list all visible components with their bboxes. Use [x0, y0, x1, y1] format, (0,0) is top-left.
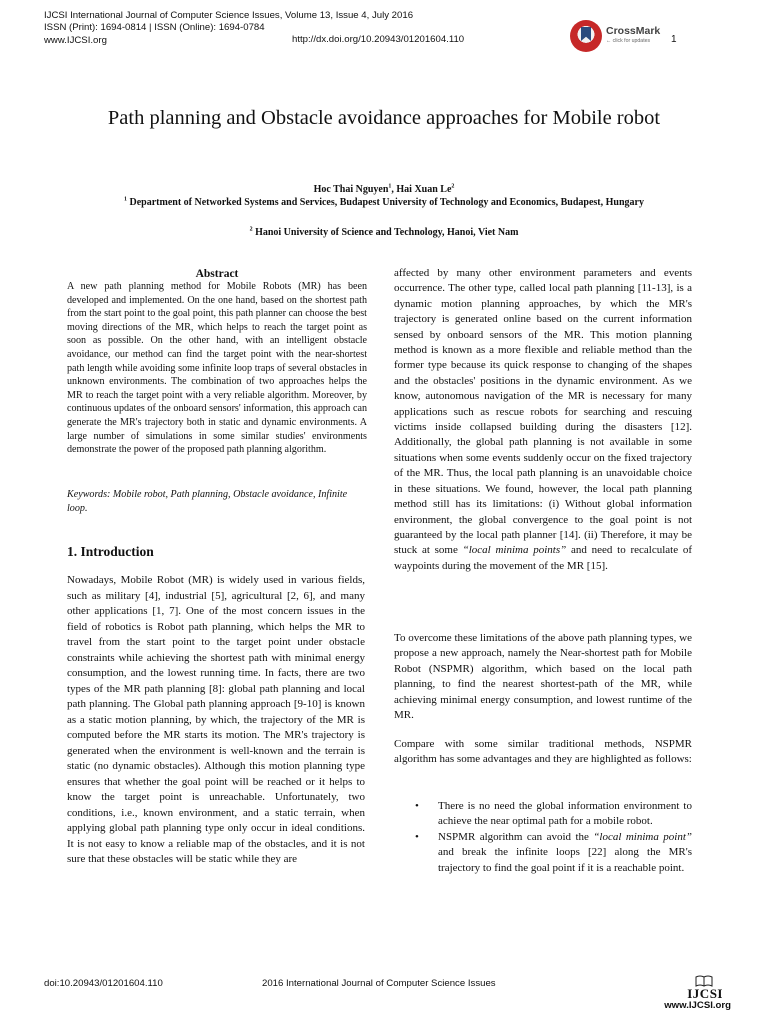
author-line	[0, 184, 768, 195]
journal-line: IJCSI International Journal of Computer Science Issues, Volume 13, Issue 4, July 2016	[44, 10, 414, 21]
footer-doi: doi:10.20943/01201604.110	[44, 978, 163, 989]
section-heading-introduction: 1. Introduction	[67, 544, 154, 559]
advantages-list	[412, 799, 692, 876]
list-item	[412, 799, 692, 830]
page-number: 1	[671, 34, 677, 45]
footer-copyright: 2016 International Journal of Computer Science Issues	[262, 978, 496, 989]
header-website[interactable]: www.IJCSI.org	[44, 34, 107, 46]
affiliation-mark: 2	[249, 226, 253, 233]
list-item-text: and break the infinite loops [22] along the MR's trajectory to find the goal point if it is a reachable point.	[438, 846, 692, 874]
paragraph-text: and need to recalculate of waypoints during the movement of the MR [15].	[394, 544, 692, 572]
footer-website[interactable]: www.IJCSI.org	[664, 1000, 731, 1011]
list-item	[412, 830, 692, 876]
author-name: Hoc Thai Nguyen	[313, 184, 389, 195]
right-paragraph-3: Compare with some similar traditional methods, NSPMR algorithm has some advantages and they are highlighted as follows:	[394, 738, 692, 766]
header-doi-link[interactable]: http://dx.doi.org/10.20943/01201604.110	[292, 34, 465, 45]
crossmark-icon	[570, 20, 602, 52]
list-item-text: There is no need the global information environment to achieve the near optimal path for a mobile robot.	[438, 800, 692, 828]
affiliation-text: Department of Networked Systems and Services, Budapest University of Technology and Economics, Budapest, Hungary	[127, 197, 644, 208]
issn-line: ISSN (Print): 1694-0814 | ISSN (Online): 1694-0784	[44, 22, 265, 34]
paragraph-text: affected by many other environment parameters and events occurrence. The other type, called local path planning [11-13], is a dynamic motion planning approaches, by which the MR's trajectory is generated online based on the current information sensed by onboard sensors of the MR. This motion planning method is known as a more flexible and reliable method than the former type because its quick response to changing of the shapes and the obstacles' positions in the dynamic environment. As we know, autonomous navigation of the MR is necessary for many applications such as rescue robots for searching and rescuing victims inside collapsed building during the disasters [12]. Additionally, the global path planning is not available in some situations when some events suddenly occur on the fixed trajectory of the MR. Thus, the local path planning is an unavoidable choice in these situations. We found, however, the local path planning method still has its limitations: (i) Without global information environment, the global convergence to the goal point is not guaranteed by the local path planner [14]. (ii) Therefore, it may be stuck at some	[394, 267, 692, 557]
list-item-text: NSPMR algorithm can avoid the	[438, 830, 594, 843]
crossmark-subtitle: ← click for updates	[606, 38, 651, 44]
bullet-icon: •	[415, 800, 419, 812]
author-affiliation-mark: 2	[451, 183, 455, 190]
author-separator: ,	[391, 184, 397, 195]
crossmark-badge[interactable]	[570, 20, 661, 52]
footer-logo-text: IJCSI	[687, 986, 723, 1001]
right-paragraph-1	[394, 266, 692, 574]
affiliation-2	[0, 227, 768, 238]
author-name: Hai Xuan Le	[396, 184, 452, 195]
bullet-icon: •	[415, 830, 419, 843]
affiliation-1	[0, 197, 768, 208]
keywords: Keywords: Mobile robot, Path planning, Obstacle avoidance, Infinite loop.	[67, 489, 348, 514]
crossmark-name: CrossMark	[606, 25, 661, 37]
abstract-heading: Abstract	[195, 268, 239, 280]
author-affiliation-mark: 1	[388, 183, 392, 190]
footer-logo[interactable]	[651, 975, 731, 1012]
italic-term: “local minima point”	[593, 830, 692, 843]
affiliation-mark: 1	[124, 196, 128, 203]
paper-title: Path planning and Obstacle avoidance approaches for Mobile robot	[107, 107, 661, 129]
abstract-body: A new path planning method for Mobile Robots (MR) has been developed and implemented. On the one hand, based on the shortest path from the start point to the goal point, this path planner can choose the best moving directions of the MR, which helps to reach the target point as soon as possible. On the other hand, with an intelligent obstacle avoidance, our method can find the target point with the near-shortest path length while avoiding some infinite loop traps of several obstacles in unknown environments. The combination of two approaches helps the MR to reach the target point with a very reliable algorithm. Moreover, by continuous updates of the onboard sensors' information, this approach can generate the MR's trajectory both in static and dynamic environments. A large number of simulations in some similar studies' environments demonstrate the power of the proposed path planning algorithm.	[67, 281, 367, 456]
affiliation-text: Hanoi University of Science and Technology, Hanoi, Viet Nam	[252, 227, 519, 238]
right-paragraph-2: To overcome these limitations of the above path planning types, we propose a new approach, namely the Near-shortest path for Mobile Robot (NSPMR) algorithm, which based on the local path planning, to find the nearest shortest-path of the MR, while achieving minimal energy consumption, and lowest runtime of the MR.	[394, 632, 692, 722]
italic-term: “local minima points”	[462, 544, 567, 557]
introduction-body: Nowadays, Mobile Robot (MR) is widely used in various fields, such as military [4], industrial [5], agricultural [2, 6], and many other applications [1, 7]. One of the most concern issues in the field of robotics is Robot path planning, which helps the MR to travel from the start point to the target point under obstacle constraints while achieving the shortest path with minimal energy consumption, and the lowest running time. In facts, there are two types of the MR path planning [8]: global path planning and local path planning. The Global path planning approach [9-10] is known as a static motion planning, by which, the trajectory of the MR is computed before the MR starts its motion. The MR's trajectory is generated when the environment is well-known and the terrain is static (no dynamic obstacles). Although this motion planning type ensures that whether the goal point will be reached or it helps to know the target point is unreachable. Unfortunately, two conditions, i.e., known environment, and a static terrain, when applying global path planning type only occur in ideal conditions. It is not easy to know a reliable map of the obstacles, and it is not sure that these obstacles will be static while they are	[67, 574, 365, 865]
